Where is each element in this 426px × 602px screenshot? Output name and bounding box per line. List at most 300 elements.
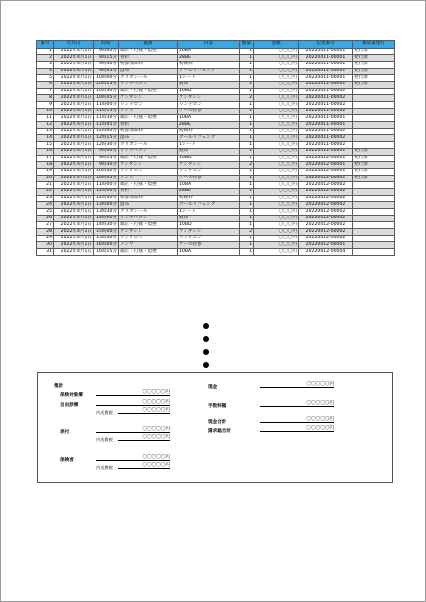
row-content: 初検料	[178, 128, 240, 135]
row-time: 14時30分	[94, 222, 119, 229]
table-row	[37, 235, 395, 242]
row-slip-number: 20220412-00002	[299, 182, 353, 189]
treatment-ledger-table	[36, 40, 395, 256]
table-row	[37, 95, 395, 102]
row-amount: 〇〇〇円	[254, 188, 299, 195]
row-quantity: 1	[240, 115, 254, 122]
table-row	[37, 142, 395, 149]
row-number: 15	[37, 142, 54, 149]
row-number: 18	[37, 162, 54, 169]
table-row	[37, 108, 395, 115]
bullet-dot	[203, 349, 209, 355]
row-slip-number: 20220411-00002	[299, 88, 353, 95]
row-number: 12	[37, 122, 54, 129]
row-quantity: 1	[240, 222, 254, 229]
self-pay-tax-amount: 〇〇〇〇〇円	[142, 407, 170, 413]
row-receipt-issued	[353, 128, 395, 135]
row-number: 17	[37, 155, 54, 162]
row-date: 2022年4月1日	[54, 108, 94, 115]
summary-total-label: 集計	[54, 384, 64, 389]
row-content: ケンタシン	[178, 95, 240, 102]
charge-label: 表付	[60, 430, 70, 435]
row-content: リンデロン	[178, 168, 240, 175]
table-row	[37, 222, 395, 229]
row-treatment: ケンタシン	[119, 162, 178, 169]
row-time: 9時15分	[94, 55, 119, 62]
row-treatment: リンデロン	[119, 235, 178, 242]
row-time: 12時00分	[94, 128, 119, 135]
row-quantity: 1	[240, 68, 254, 75]
table-row	[37, 115, 395, 122]
row-quantity: 1	[240, 122, 254, 129]
row-date: 2022年4月1日	[54, 148, 94, 155]
insurance-label: 保険対象療	[60, 393, 83, 398]
header-date: 年月日	[54, 41, 94, 49]
row-time: 10時30分	[94, 88, 119, 95]
insurer-tax-label: 内送費税	[96, 465, 113, 470]
row-slip-number: 20220411-00001	[299, 48, 353, 55]
header-quantity: 数量	[240, 41, 254, 49]
row-receipt-issued	[353, 215, 395, 222]
row-amount: 〇〇〇円	[254, 61, 299, 68]
row-number: 19	[37, 168, 54, 175]
row-slip-number: 20220412-00001	[299, 155, 353, 162]
row-treatment: 湿布	[119, 202, 178, 209]
row-time: 15時00分	[94, 229, 119, 236]
row-time: 16時00分	[94, 242, 119, 249]
row-treatment: 湿布	[119, 135, 178, 142]
row-number: 4	[37, 68, 54, 75]
row-amount: 〇〇〇円	[254, 249, 299, 256]
charge-tax-amount: 〇〇〇〇〇円	[142, 434, 170, 440]
row-treatment: ノンウ	[119, 242, 178, 249]
row-receipt-issued	[353, 249, 395, 256]
row-time: 12時30分	[94, 195, 119, 202]
row-content: ケース持参	[178, 242, 240, 249]
row-date: 2022年4月1日	[54, 142, 94, 149]
row-content: クールリフェング	[178, 202, 240, 209]
header-time: 時間	[94, 41, 119, 49]
row-receipt-issued: 発行済	[353, 81, 395, 88]
row-quantity: 1	[240, 128, 254, 135]
table-row	[37, 55, 395, 62]
row-time: 16時15分	[94, 249, 119, 256]
header-receipt-issued: 領収書発行	[353, 41, 395, 49]
row-number: 24	[37, 202, 54, 209]
row-amount: 〇〇〇円	[254, 142, 299, 149]
header-content: 内容	[178, 41, 240, 49]
row-content: 1シート	[178, 209, 240, 216]
row-content: ケンタシン	[178, 162, 240, 169]
row-slip-number: 20220411-00002	[299, 135, 353, 142]
row-treatment: 骨折	[119, 122, 178, 129]
row-number: 13	[37, 128, 54, 135]
row-slip-number: 20220412-00001	[299, 242, 353, 249]
row-time: 13時30分	[94, 209, 119, 216]
row-receipt-issued	[353, 222, 395, 229]
row-date: 2022年4月1日	[54, 175, 94, 182]
insurer-label: 保険者	[60, 458, 74, 463]
table-row	[37, 242, 395, 249]
row-slip-number: 20220412-00002	[299, 229, 353, 236]
row-date: 2022年4月1日	[54, 182, 94, 189]
row-amount: 〇〇〇円	[254, 155, 299, 162]
row-content: 10BA	[178, 48, 240, 55]
table-row	[37, 48, 395, 55]
row-date: 2022年4月1日	[54, 215, 94, 222]
row-receipt-issued	[353, 115, 395, 122]
row-slip-number: 20220412-00002	[299, 209, 353, 216]
row-treatment: 骨折	[119, 55, 178, 62]
row-time: 11時45分	[94, 122, 119, 129]
row-content: 1シート	[178, 75, 240, 82]
row-date: 2022年4月1日	[54, 168, 94, 175]
row-amount: 〇〇〇円	[254, 48, 299, 55]
row-content: 液体	[178, 215, 240, 222]
insurer-tax-line	[118, 462, 170, 469]
row-content: 初検料	[178, 195, 240, 202]
row-quantity: 1	[240, 102, 254, 109]
table-row	[37, 229, 395, 236]
row-time: 11時30分	[94, 115, 119, 122]
row-quantity: 1	[240, 195, 254, 202]
header-amount: 金額	[254, 41, 299, 49]
charge-tax-line	[118, 434, 170, 441]
row-time: 11時00分	[94, 182, 119, 189]
row-date: 2022年4月1日	[54, 68, 94, 75]
insurer-amount: 〇〇〇〇〇円	[142, 454, 170, 460]
row-amount: 〇〇〇円	[254, 95, 299, 102]
row-amount: 〇〇〇円	[254, 168, 299, 175]
row-date: 2022年4月1日	[54, 102, 94, 109]
row-receipt-issued	[353, 102, 395, 109]
row-treatment: クリカシール	[119, 209, 178, 216]
row-content: リンデロン	[178, 102, 240, 109]
row-treatment: 矯正・打撲・捻挫	[119, 155, 178, 162]
row-quantity: 1	[240, 155, 254, 162]
row-content: ケンタシン	[178, 229, 240, 236]
row-content: ケース持参	[178, 175, 240, 182]
row-receipt-issued	[353, 195, 395, 202]
row-date: 2022年4月1日	[54, 75, 94, 82]
row-treatment: 矯正・打撲・捻挫	[119, 222, 178, 229]
self-pay-label: 自由診療	[60, 403, 79, 408]
row-date: 2022年4月1日	[54, 242, 94, 249]
row-content: 28BE	[178, 122, 240, 129]
row-date: 2022年4月1日	[54, 195, 94, 202]
row-amount: 〇〇〇円	[254, 195, 299, 202]
row-number: 9	[37, 102, 54, 109]
row-content: 10BD	[178, 88, 240, 95]
row-time: 10時30分	[94, 168, 119, 175]
row-amount: 〇〇〇円	[254, 102, 299, 109]
row-receipt-issued	[353, 142, 395, 149]
row-number: 30	[37, 242, 54, 249]
row-amount: 〇〇〇円	[254, 175, 299, 182]
row-amount: 〇〇〇円	[254, 115, 299, 122]
row-number: 22	[37, 188, 54, 195]
row-content: リンデロン	[178, 235, 240, 242]
row-slip-number: 20220411-00001	[299, 55, 353, 62]
row-treatment: 湿布	[119, 68, 178, 75]
row-treatment: 矯正・打撲・捻挫	[119, 115, 178, 122]
row-quantity: 1	[240, 48, 254, 55]
row-number: 11	[37, 115, 54, 122]
row-number: 21	[37, 182, 54, 189]
row-quantity: 1	[240, 215, 254, 222]
row-slip-number: 20220411-00002	[299, 102, 353, 109]
self-pay-amount-line	[96, 399, 170, 406]
row-date: 2022年4月1日	[54, 122, 94, 129]
row-treatment: 初診加算料	[119, 61, 178, 68]
row-time: 10時00分	[94, 75, 119, 82]
row-number: 14	[37, 135, 54, 142]
row-date: 2022年4月1日	[54, 222, 94, 229]
row-content: 28BE	[178, 188, 240, 195]
row-quantity: 1	[240, 249, 254, 256]
row-treatment: ノンウ	[119, 108, 178, 115]
table-row	[37, 202, 395, 209]
row-quantity: 2	[240, 162, 254, 169]
row-date: 2022年4月1日	[54, 135, 94, 142]
self-pay-amount: 〇〇〇〇〇円	[142, 399, 170, 405]
row-number: 10	[37, 108, 54, 115]
fee-amount-line	[260, 400, 334, 407]
row-receipt-issued	[353, 135, 395, 142]
row-quantity: 1	[240, 242, 254, 249]
row-amount: 〇〇〇円	[254, 229, 299, 236]
row-amount: 〇〇〇円	[254, 108, 299, 115]
table-row	[37, 75, 395, 82]
row-content: 10BA	[178, 182, 240, 189]
row-number: 28	[37, 229, 54, 236]
row-treatment: 矯正・打撲・捻挫	[119, 182, 178, 189]
row-number: 16	[37, 148, 54, 155]
table-row	[37, 182, 395, 189]
row-slip-number: 20220411-00001	[299, 81, 353, 88]
row-number: 23	[37, 195, 54, 202]
billing-total-label: 請求総合計	[208, 429, 231, 434]
row-date: 2022年4月1日	[54, 235, 94, 242]
row-content: クールリフェング	[178, 135, 240, 142]
row-receipt-issued	[353, 88, 395, 95]
row-receipt-issued: 発行済	[353, 48, 395, 55]
row-receipt-issued: 発行済	[353, 155, 395, 162]
bullet-dot	[203, 362, 209, 368]
table-row	[37, 168, 395, 175]
row-amount: 〇〇〇円	[254, 209, 299, 216]
row-time: 14時00分	[94, 215, 119, 222]
table-row	[37, 128, 395, 135]
cash-label: 現金	[208, 385, 218, 390]
row-number: 29	[37, 235, 54, 242]
row-time: 10時15分	[94, 81, 119, 88]
row-amount: 〇〇〇円	[254, 202, 299, 209]
row-slip-number: 20220411-00001	[299, 68, 353, 75]
fee-amount: 〇〇〇〇〇円	[306, 400, 334, 406]
row-receipt-issued: 発行済	[353, 168, 395, 175]
row-amount: 〇〇〇円	[254, 75, 299, 82]
row-date: 2022年4月1日	[54, 162, 94, 169]
bullet-dot	[203, 323, 209, 329]
row-number: 27	[37, 222, 54, 229]
row-date: 2022年4月1日	[54, 209, 94, 216]
row-number: 8	[37, 95, 54, 102]
row-quantity: 1	[240, 88, 254, 95]
row-receipt-issued	[353, 95, 395, 102]
row-receipt-issued	[353, 202, 395, 209]
charge-tax-label: 内送費税	[96, 437, 113, 442]
row-time: 13時00分	[94, 202, 119, 209]
row-slip-number: 20220412-00001	[299, 162, 353, 169]
row-date: 2022年4月1日	[54, 61, 94, 68]
row-amount: 〇〇〇円	[254, 68, 299, 75]
row-receipt-issued: 発行済	[353, 148, 395, 155]
row-slip-number: 20220411-00002	[299, 128, 353, 135]
row-treatment: 骨折	[119, 188, 178, 195]
row-quantity: 1	[240, 81, 254, 88]
row-amount: 〇〇〇円	[254, 235, 299, 242]
table-row	[37, 122, 395, 129]
row-time: 10時45分	[94, 95, 119, 102]
row-number: 26	[37, 215, 54, 222]
row-time: 9時15分	[94, 155, 119, 162]
table-row	[37, 135, 395, 142]
row-receipt-issued: 発行済	[353, 68, 395, 75]
row-time: 9時30分	[94, 61, 119, 68]
charge-amount: 〇〇〇〇〇円	[142, 426, 170, 432]
row-time: 15時30分	[94, 235, 119, 242]
row-date: 2022年4月1日	[54, 88, 94, 95]
row-quantity: 1	[240, 209, 254, 216]
row-amount: 〇〇〇円	[254, 81, 299, 88]
row-receipt-issued	[353, 235, 395, 242]
row-amount: 〇〇〇円	[254, 148, 299, 155]
table-row	[37, 81, 395, 88]
row-time: 11時00分	[94, 102, 119, 109]
row-content: 液体	[178, 148, 240, 155]
row-date: 2022年4月1日	[54, 202, 94, 209]
cash-amount-line	[260, 381, 334, 388]
row-number: 3	[37, 61, 54, 68]
cash-total-line	[260, 416, 334, 423]
row-treatment: リンデロン	[119, 168, 178, 175]
row-slip-number: 20220412-00001	[299, 175, 353, 182]
row-number: 1	[37, 48, 54, 55]
row-slip-number: 20220411-00002	[299, 108, 353, 115]
table-row	[37, 68, 395, 75]
table-row	[37, 209, 395, 216]
row-treatment: インタペタン	[119, 148, 178, 155]
row-time: 12時15分	[94, 135, 119, 142]
row-quantity: 1	[240, 148, 254, 155]
row-receipt-issued	[353, 209, 395, 216]
row-time: 9時30分	[94, 162, 119, 169]
row-slip-number: 20220412-00001	[299, 168, 353, 175]
row-quantity: 1	[240, 182, 254, 189]
row-quantity: 1	[240, 175, 254, 182]
row-amount: 〇〇〇円	[254, 55, 299, 62]
summary-box	[37, 372, 393, 483]
self-pay-tax-label: 内送費税	[96, 410, 113, 415]
cash-total-amount: 〇〇〇〇〇円	[306, 416, 334, 422]
fee-label: 手数料額	[208, 404, 227, 409]
row-content: 28BE	[178, 55, 240, 62]
row-quantity: 1	[240, 168, 254, 175]
row-number: 20	[37, 175, 54, 182]
row-content: 液体	[178, 81, 240, 88]
row-quantity: 1	[240, 188, 254, 195]
row-treatment: ノンウ	[119, 175, 178, 182]
row-time: 11時15分	[94, 108, 119, 115]
row-amount: 〇〇〇円	[254, 162, 299, 169]
row-date: 2022年4月1日	[54, 128, 94, 135]
insurer-tax-amount: 〇〇〇〇〇円	[142, 462, 170, 468]
table-row	[37, 102, 395, 109]
row-amount: 〇〇〇円	[254, 215, 299, 222]
row-treatment: 初診加算料	[119, 195, 178, 202]
row-number: 31	[37, 249, 54, 256]
row-slip-number: 20220412-00002	[299, 215, 353, 222]
row-content: 10BD	[178, 222, 240, 229]
continuation-dots	[203, 323, 209, 375]
row-receipt-issued: 発行済	[353, 162, 395, 169]
insurance-amount-line	[96, 389, 170, 396]
row-slip-number: 20220412-00002	[299, 188, 353, 195]
row-treatment: インタペタン	[119, 81, 178, 88]
row-date: 2022年4月1日	[54, 95, 94, 102]
row-content: 1シート	[178, 142, 240, 149]
row-time: 9時45分	[94, 68, 119, 75]
row-quantity: 1	[240, 135, 254, 142]
row-treatment: 矯正・打撲・捻挫	[119, 249, 178, 256]
row-number: 25	[37, 209, 54, 216]
row-date: 2022年4月1日	[54, 55, 94, 62]
row-amount: 〇〇〇円	[254, 182, 299, 189]
billing-total-amount: 〇〇〇〇〇円	[306, 425, 334, 431]
header-treatment: 施術	[119, 41, 178, 49]
table-row	[37, 175, 395, 182]
row-slip-number: 20220411-00002	[299, 142, 353, 149]
header-number: 番号	[37, 41, 54, 49]
row-quantity: 1	[240, 55, 254, 62]
insurer-amount-line	[96, 454, 170, 461]
row-amount: 〇〇〇円	[254, 135, 299, 142]
row-content: 初検料	[178, 61, 240, 68]
row-slip-number: 20220412-00002	[299, 235, 353, 242]
row-slip-number: 20220411-00001	[299, 122, 353, 129]
row-treatment: 初診加算料	[119, 128, 178, 135]
row-slip-number: 20220412-00002	[299, 195, 353, 202]
row-slip-number: 20220411-00001	[299, 61, 353, 68]
row-slip-number: 20220412-00001	[299, 148, 353, 155]
insurance-amount: 〇〇〇〇〇円	[142, 389, 170, 395]
row-treatment: ケンタシン	[119, 229, 178, 236]
row-treatment: ケンタシン	[119, 95, 178, 102]
row-receipt-issued: 発行済	[353, 61, 395, 68]
table-row	[37, 162, 395, 169]
row-treatment: リンデロン	[119, 102, 178, 109]
row-amount: 〇〇〇円	[254, 122, 299, 129]
row-time: 12時30分	[94, 142, 119, 149]
row-receipt-issued: 発行済	[353, 55, 395, 62]
row-date: 2022年4月1日	[54, 81, 94, 88]
row-receipt-issued: 発行済	[353, 75, 395, 82]
bullet-dot	[203, 336, 209, 342]
row-content: 10BA	[178, 249, 240, 256]
header-slip-number: 伝票番号	[299, 41, 353, 49]
row-quantity: 1	[240, 61, 254, 68]
